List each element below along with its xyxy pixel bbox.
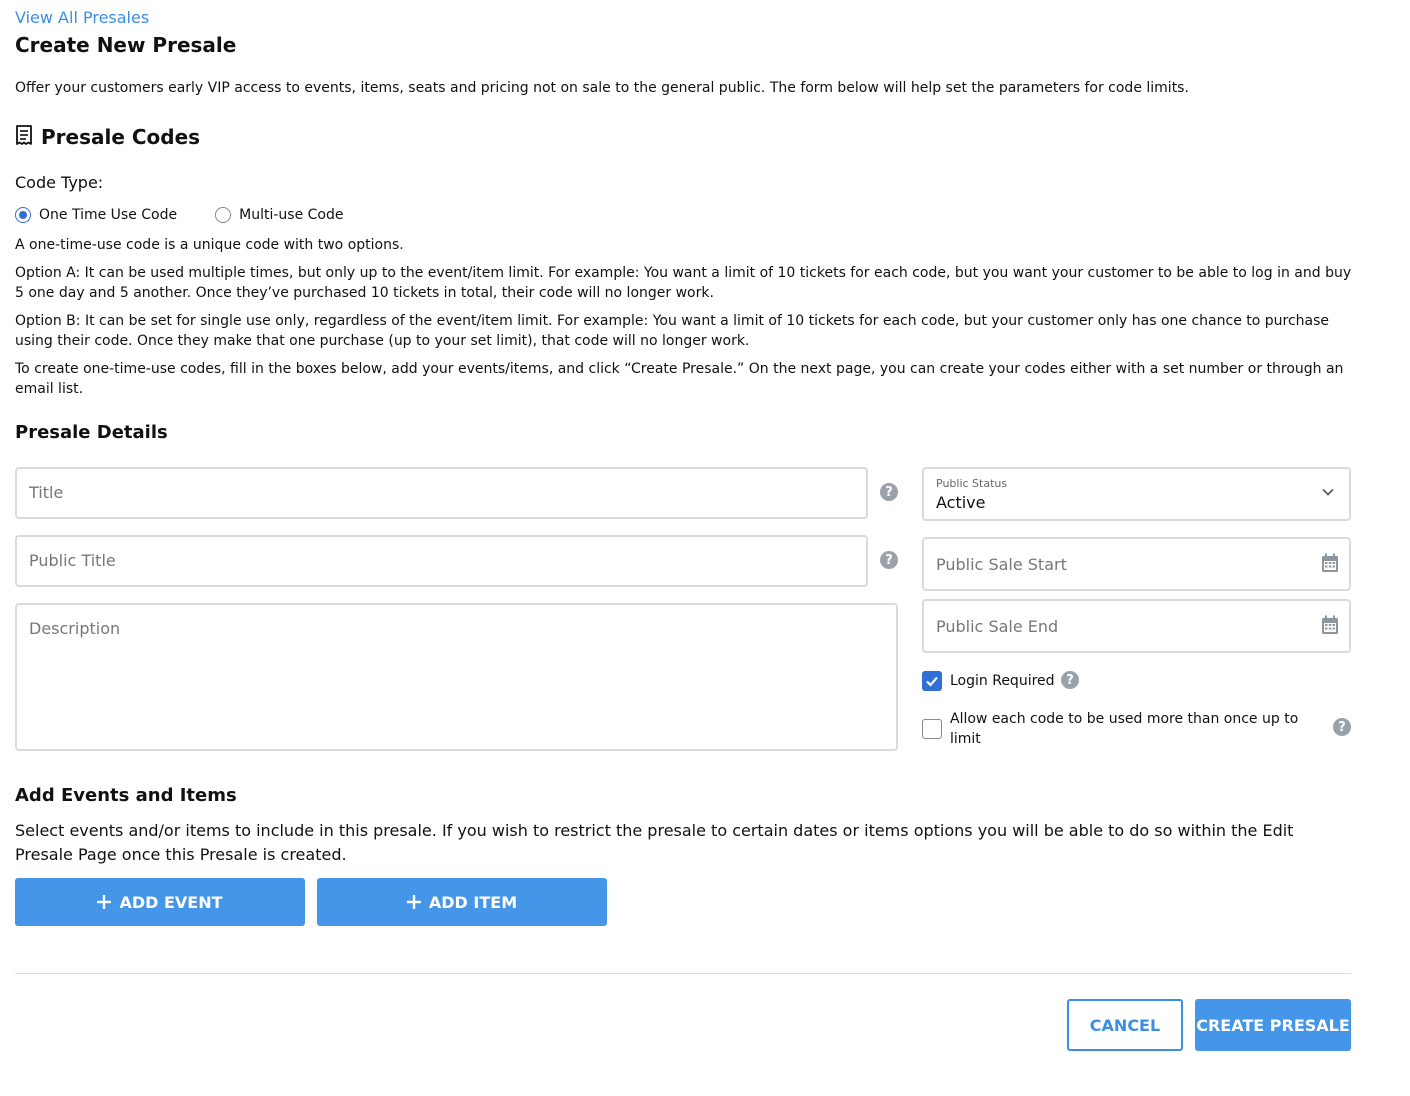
plus-icon	[407, 895, 421, 909]
add-item-button[interactable]	[317, 878, 607, 926]
sale-end-placeholder: Public Sale End	[936, 617, 1059, 636]
sale-start-placeholder: Public Sale Start	[936, 555, 1067, 574]
title-input[interactable]	[15, 467, 868, 519]
login-required-checkbox[interactable]	[922, 671, 942, 691]
presale-codes-header	[15, 125, 200, 149]
presale-details-heading: Presale Details	[15, 422, 168, 443]
radio-multi-use[interactable]	[215, 207, 343, 223]
option-b-paragraph: Option B: It can be set for single use only, regardless of the event/item limit. For example: You want a limit of 10 tickets for each code, but your customer only has one chance to purchase using their code. Once they make that one purchase (up to your set limit), that code will no longer work.	[15, 313, 1330, 349]
help-icon[interactable]: ?	[1061, 671, 1079, 689]
calendar-icon[interactable]	[1321, 553, 1339, 573]
plus-icon	[97, 895, 111, 909]
instructions-paragraph: To create one-time-use codes, fill in the boxes below, add your events/items, and click “Create Presale.” On the next page, you can create your codes either with a set number or through an email list.	[15, 361, 1344, 397]
code-info-paragraph: A one-time-use code is a unique code with two options.	[15, 237, 404, 253]
cancel-label: CANCEL	[1089, 1015, 1161, 1035]
create-presale-button[interactable]	[1195, 999, 1351, 1051]
allow-multi-use-checkbox[interactable]	[922, 719, 942, 739]
option-a-paragraph: Option A: It can be used multiple times, but only up to the event/item limit. For example: You want a limit of 10 tickets for each code, but you want your customer to be able to log in and buy 5 one day and 5 another. Once they’ve purchased 10 tickets in total, their code will no longer work.	[15, 265, 1352, 301]
title-placeholder: Title	[29, 483, 64, 502]
chevron-down-icon	[1321, 485, 1335, 499]
create-presale-label: CREATE PRESALE	[1196, 1015, 1350, 1035]
add-events-heading: Add Events and Items	[15, 785, 237, 806]
divider	[15, 973, 1351, 974]
radio-button[interactable]	[215, 207, 231, 223]
intro-text: Offer your customers early VIP access to events, items, seats and pricing not on sale to the general public. The form below will help set the parameters for code limits.	[15, 80, 1189, 96]
radio-button[interactable]	[15, 207, 31, 223]
help-icon[interactable]: ?	[1333, 718, 1351, 736]
help-icon[interactable]: ?	[880, 483, 898, 501]
add-item-label: ADD ITEM	[428, 892, 518, 912]
help-icon[interactable]: ?	[880, 551, 898, 569]
public-status-label: Public Status	[936, 477, 1008, 490]
cancel-button[interactable]	[1067, 999, 1183, 1051]
radio-label: Multi-use Code	[239, 207, 344, 223]
add-event-label: ADD EVENT	[119, 892, 223, 912]
public-status-value: Active	[936, 493, 986, 512]
radio-one-time-use[interactable]	[15, 207, 177, 223]
allow-multi-use-label: Allow each code to be used more than once up to limit	[950, 711, 1299, 747]
description-placeholder: Description	[29, 619, 121, 638]
code-type-label: Code Type:	[15, 173, 104, 192]
section-title: Presale Codes	[41, 125, 201, 149]
calendar-icon[interactable]	[1321, 615, 1339, 635]
page-title: Create New Presale	[15, 33, 237, 57]
public-sale-start-input[interactable]	[922, 537, 1351, 591]
public-title-placeholder: Public Title	[29, 551, 116, 570]
view-all-presales-link[interactable]: View All Presales	[15, 8, 150, 27]
add-event-button[interactable]	[15, 878, 305, 926]
radio-label: One Time Use Code	[39, 207, 178, 223]
code-type-radio-group	[15, 207, 381, 223]
checkmark-icon	[925, 674, 939, 688]
description-textarea[interactable]	[15, 603, 898, 751]
receipt-icon	[15, 125, 33, 149]
login-required-label: Login Required	[950, 673, 1055, 689]
add-events-description: Select events and/or items to include in this presale. If you wish to restrict the presale to certain dates or items options you will be able to do so within the Edit Presale Page once this Presale is created.	[15, 821, 1294, 864]
public-sale-end-input[interactable]	[922, 599, 1351, 653]
public-title-input[interactable]	[15, 535, 868, 587]
public-status-select[interactable]	[922, 467, 1351, 521]
